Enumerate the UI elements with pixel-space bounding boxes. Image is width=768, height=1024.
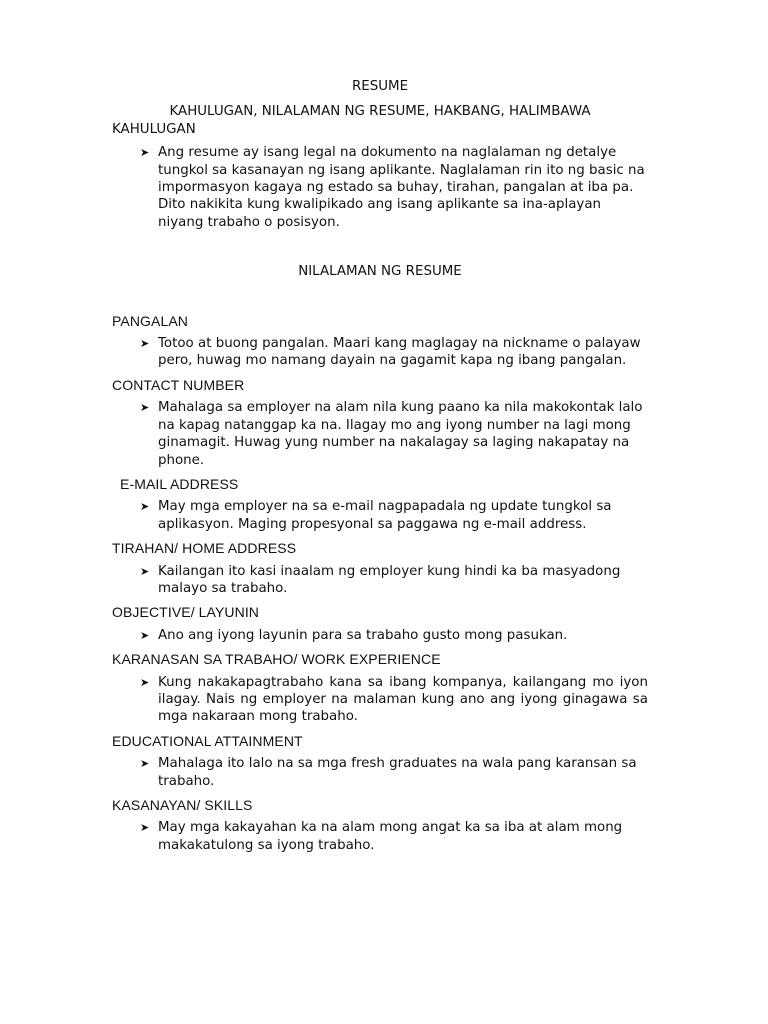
arrow-bullet-icon: ➤ xyxy=(140,675,150,689)
arrow-bullet-icon: ➤ xyxy=(140,500,150,514)
section-tirahan xyxy=(112,540,648,597)
section-text: May mga kakayahan ka na alam mong angat ka sa iba at alam mong makakatulong sa iyong trabaho. xyxy=(158,820,623,853)
section-text: Totoo at buong pangalan. Maari kang maglagay na nickname o palayaw pero, huwag mo namang dayain na gagamit kapa ng ibang pangalan. xyxy=(158,336,641,369)
arrow-bullet-icon: ➤ xyxy=(140,146,150,160)
section-bullet xyxy=(140,674,648,726)
section-text: Ano ang iyong layunin para sa trabaho gusto mong pasukan. xyxy=(158,627,568,643)
section-heading: PANGALAN xyxy=(112,312,189,329)
section-text: May mga employer na sa e-mail nagpapadala ng update tungkol sa aplikasyon. Maging propesyonal sa paggawa ng e-mail address. xyxy=(158,499,612,532)
arrow-bullet-icon: ➤ xyxy=(140,401,150,415)
section-bullet xyxy=(140,498,648,533)
section-heading: KASANAYAN/ SKILLS xyxy=(112,797,253,813)
section-heading: KARANASAN SA TRABAHO/ WORK EXPERIENCE xyxy=(112,651,441,668)
section-heading: CONTACT NUMBER xyxy=(112,376,245,393)
section-bullet xyxy=(140,755,648,790)
document-title: RESUME xyxy=(351,79,409,94)
section-work-experience xyxy=(112,651,648,726)
document-subtitle: KAHULUGAN, NILALAMAN NG RESUME, HAKBANG, HALIMBAWA xyxy=(169,104,591,120)
arrow-bullet-icon: ➤ xyxy=(140,337,150,351)
section-text: Mahalaga ito lalo na sa mga fresh graduates na wala pang karansan sa trabaho. xyxy=(158,756,637,789)
section-educational-attainment xyxy=(112,733,648,790)
section-text: Kung nakakapagtrabaho kana sa ibang kompanya, kailangang mo iyon ilagay. Nais ng employer na malaman kung ano ang iyong ginagawa sa mga nakaraan mong trabaho. xyxy=(158,674,648,725)
section-text: Mahalaga sa employer na alam nila kung paano ka nila makokontak lalo na kapag natanggap ka na. Ilagay mo ang iyong number na lagi mong ginamagit. Huwag yung number na nakalagay sa laging nakapatay na phone. xyxy=(158,400,643,468)
section-bullet xyxy=(140,819,648,854)
kahulugan-text: Ang resume ay isang legal na dokumento na naglalaman ng detalye tungkol sa kasanayan ng isang aplikante. Naglalaman rin ito ng basic na impormasyon kagaya ng estado sa buhay, tirahan, pangalan at iba pa. Dito nakikita kung kwalipikado ang isang aplikante sa ina-aplayan niyang trabaho o posisyon. xyxy=(158,145,645,230)
section-email-address xyxy=(112,476,648,493)
kahulugan-bullet xyxy=(140,144,648,231)
section-pangalan xyxy=(112,313,648,370)
section-contact-number xyxy=(112,377,648,469)
section-heading: TIRAHAN/ HOME ADDRESS xyxy=(112,540,297,557)
section-bullet xyxy=(140,563,648,598)
section-bullet xyxy=(140,627,648,644)
section-heading: OBJECTIVE/ LAYUNIN xyxy=(112,604,260,621)
nilalaman-title: NILALAMAN NG RESUME xyxy=(298,264,462,280)
section-bullet xyxy=(140,335,648,370)
section-skills xyxy=(112,797,648,854)
section-bullet xyxy=(140,399,648,469)
arrow-bullet-icon: ➤ xyxy=(140,757,150,771)
arrow-bullet-icon: ➤ xyxy=(140,628,150,642)
section-text: Kailangan ito kasi inaalam ng employer kung hindi ka ba masyadong malayo sa trabaho. xyxy=(158,563,621,596)
arrow-bullet-icon: ➤ xyxy=(140,564,150,578)
section-heading: EDUCATIONAL ATTAINMENT xyxy=(112,732,303,749)
section-objective xyxy=(112,604,648,644)
arrow-bullet-icon: ➤ xyxy=(140,821,150,835)
section-heading: E-MAIL ADDRESS xyxy=(120,475,239,492)
kahulugan-heading: KAHULUGAN xyxy=(112,121,196,137)
